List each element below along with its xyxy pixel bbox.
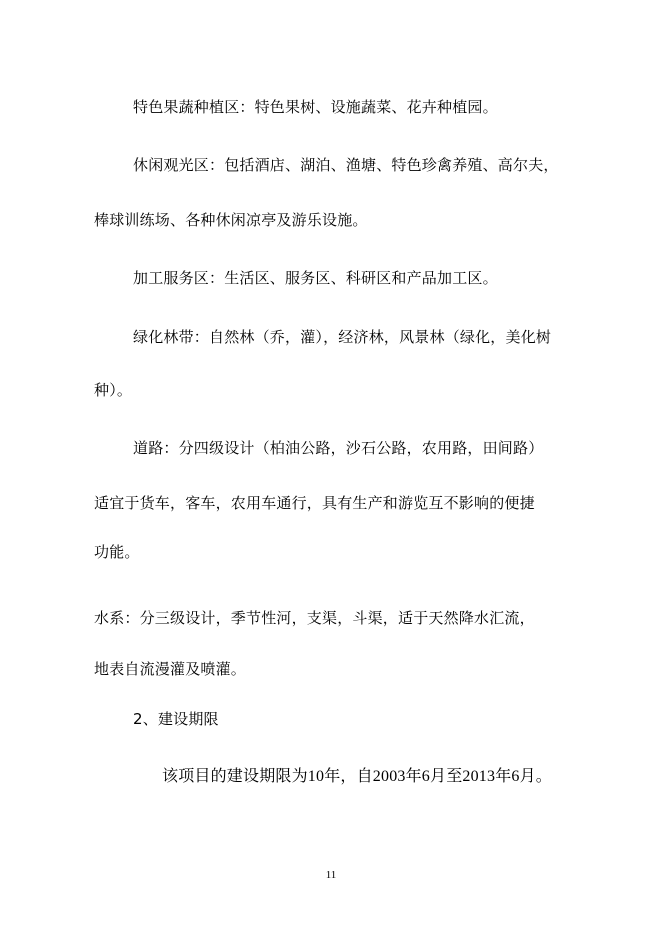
construction-period-text: 该项目的建设期限为10年，自2003年6月至2013年6月。 xyxy=(162,768,553,785)
leisure-zone-text-line1: 休闲观光区：包括酒店、湖泊、渔塘、特色珍禽养殖、高尔夫， xyxy=(133,156,559,174)
leisure-zone-text-line2: 棒球训练场、各种休闲凉亭及游乐设施。 xyxy=(94,211,368,229)
processing-zone-text: 加工服务区：生活区、服务区、科研区和产品加工区。 xyxy=(133,269,498,287)
fruit-veg-zone-text: 特色果蔬种植区：特色果树、设施蔬菜、花卉种植园。 xyxy=(133,98,498,116)
roads-text-line3: 功能。 xyxy=(94,543,140,561)
roads-text-line1: 道路：分四级设计（柏油公路，沙石公路，农用路，田间路） xyxy=(133,439,544,457)
section-heading: 2、建设期限 xyxy=(133,710,219,728)
greenbelt-text-line1: 绿化林带：自然林（乔，灌），经济林，风景林（绿化，美化树 xyxy=(133,328,552,346)
page-number: 11 xyxy=(325,869,337,881)
greenbelt-text-line2: 种）。 xyxy=(94,381,133,399)
water-text-line1: 水系：分三级设计，季节性河，支渠，斗渠，适于天然降水汇流， xyxy=(94,609,535,627)
roads-text-line2: 适宜于货车，客车，农用车通行，具有生产和游览互不影响的便捷 xyxy=(94,494,535,512)
water-text-line2: 地表自流漫灌及喷灌。 xyxy=(94,660,247,678)
